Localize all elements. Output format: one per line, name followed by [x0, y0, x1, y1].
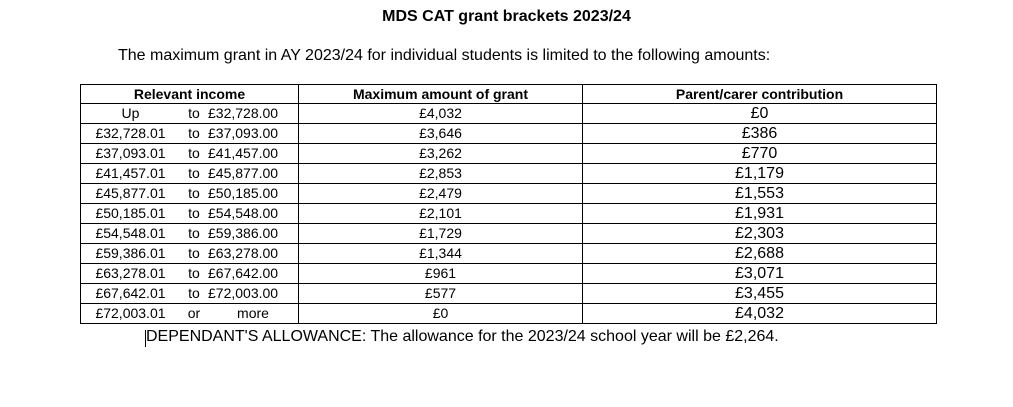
- contribution-cell: £386: [583, 124, 937, 144]
- grant-cell: £3,262: [299, 144, 583, 164]
- grant-cell: £2,101: [299, 204, 583, 224]
- income-to: £63,278.00: [208, 245, 279, 261]
- table-row: [81, 264, 937, 284]
- income-from: £41,457.01: [95, 165, 166, 181]
- income-separator: to: [188, 205, 200, 221]
- document-title: MDS CAT grant brackets 2023/24: [382, 8, 631, 25]
- contribution-cell: £3,455: [583, 284, 937, 304]
- income-range-cell: [81, 284, 299, 304]
- income-to: £32,728.00: [208, 105, 279, 121]
- income-separator: or: [187, 305, 201, 321]
- contribution-cell: £1,179: [583, 164, 937, 184]
- table-row: [81, 164, 937, 184]
- contribution-cell: £2,688: [583, 244, 937, 264]
- income-to: £45,877.00: [208, 165, 279, 181]
- grant-cell: £961: [299, 264, 583, 284]
- income-range-cell: [81, 164, 299, 184]
- income-to: £54,548.00: [208, 205, 279, 221]
- table-row: [81, 244, 937, 264]
- income-from: £32,728.01: [95, 125, 166, 141]
- table-row: [81, 144, 937, 164]
- table-header-row: [81, 85, 937, 104]
- income-separator: to: [188, 145, 200, 161]
- intro-text: The maximum grant in AY 2023/24 for individual students is limited to the following amounts:: [118, 47, 771, 64]
- table-row: [81, 124, 937, 144]
- contribution-cell: £4,032: [583, 304, 937, 324]
- header-parent-contribution: Parent/carer contribution: [583, 85, 937, 104]
- income-to: £72,003.00: [208, 285, 279, 301]
- income-to: £41,457.00: [208, 145, 279, 161]
- income-from: Up: [121, 105, 140, 121]
- contribution-cell: £1,931: [583, 204, 937, 224]
- table-row: [81, 204, 937, 224]
- income-separator: to: [188, 265, 200, 281]
- income-separator: to: [188, 125, 200, 141]
- income-range-cell: [81, 304, 299, 324]
- header-relevant-income: Relevant income: [81, 85, 299, 104]
- income-from: £63,278.01: [95, 265, 166, 281]
- income-separator: to: [188, 165, 200, 181]
- income-separator: to: [188, 245, 200, 261]
- income-separator: to: [188, 185, 200, 201]
- income-from: £67,642.01: [95, 285, 166, 301]
- income-to: £67,642.00: [208, 265, 279, 281]
- income-from: £59,386.01: [95, 245, 166, 261]
- grant-brackets-table: [80, 84, 937, 324]
- grant-cell: £1,729: [299, 224, 583, 244]
- income-from: £50,185.01: [95, 205, 166, 221]
- table-row: [81, 224, 937, 244]
- grant-cell: £2,479: [299, 184, 583, 204]
- income-from: £72,003.01: [95, 305, 166, 321]
- income-separator: to: [188, 105, 200, 121]
- dependants-allowance-note: DEPENDANT'S ALLOWANCE: The allowance for the 2023/24 school year will be £2,264.: [146, 328, 779, 345]
- income-range-cell: [81, 264, 299, 284]
- table-row: [81, 284, 937, 304]
- income-to: more: [237, 305, 269, 321]
- table-row: [81, 304, 937, 324]
- income-separator: to: [188, 225, 200, 241]
- table-row: [81, 184, 937, 204]
- grant-cell: £1,344: [299, 244, 583, 264]
- contribution-cell: £0: [583, 104, 937, 124]
- income-range-cell: [81, 224, 299, 244]
- grant-cell: £0: [299, 304, 583, 324]
- grant-cell: £577: [299, 284, 583, 304]
- income-to: £50,185.00: [208, 185, 279, 201]
- income-range-cell: [81, 184, 299, 204]
- income-separator: to: [188, 285, 200, 301]
- income-range-cell: [81, 244, 299, 264]
- income-range-cell: [81, 124, 299, 144]
- grant-cell: £4,032: [299, 104, 583, 124]
- income-from: £45,877.01: [95, 185, 166, 201]
- income-from: £54,548.01: [95, 225, 166, 241]
- income-range-cell: [81, 144, 299, 164]
- income-from: £37,093.01: [95, 145, 166, 161]
- income-to: £59,386.00: [208, 225, 279, 241]
- contribution-cell: £1,553: [583, 184, 937, 204]
- header-maximum-grant: Maximum amount of grant: [299, 85, 583, 104]
- contribution-cell: £3,071: [583, 264, 937, 284]
- table-row: [81, 104, 937, 124]
- contribution-cell: £2,303: [583, 224, 937, 244]
- income-range-cell: [81, 104, 299, 124]
- income-to: £37,093.00: [208, 125, 279, 141]
- income-range-cell: [81, 204, 299, 224]
- grant-cell: £3,646: [299, 124, 583, 144]
- grant-cell: £2,853: [299, 164, 583, 184]
- contribution-cell: £770: [583, 144, 937, 164]
